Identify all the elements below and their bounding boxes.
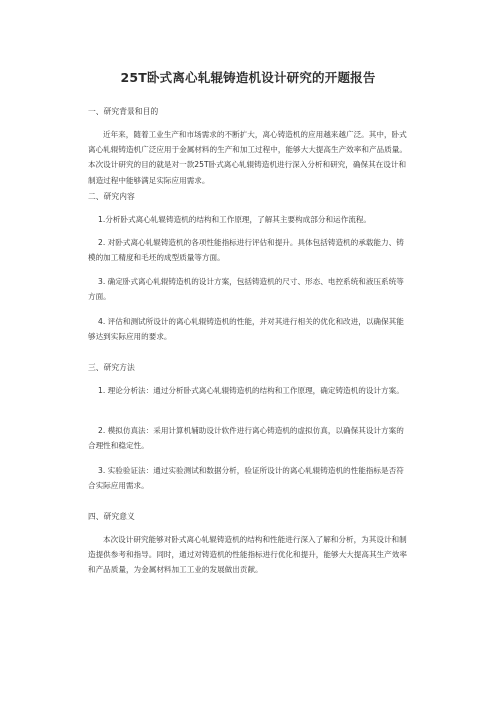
section-heading-methods: 三、研究方法 [88, 363, 135, 372]
paragraph-background: 近年来，随着工业生产和市场需求的不断扩大，离心铸造机的应用越来越广泛。其中，卧式离心轧辊铸造机广泛应用于金属材料的生产和加工过程中，能够大大提高生产效率和产品质量。本次设计研究的目的就是对一款25T卧式离心轧辊铸造机进行深入分析和研究，确保其在设计和制造过程中能够满足实际应用需求。 [88, 130, 407, 185]
paragraph-significance: 本次设计研究能够对卧式离心轧辊铸造机的结构和性能进行深入了解和分析，为其设计和制造提供参考和指导。同时，通过对铸造机的性能指标进行优化和提升，能够大大提高其生产效率和产品质量，为金属材料加工工业的发展做出贡献。 [88, 535, 407, 575]
content-item-1: 1.分析卧式离心轧辊铸造机的结构和工作原理，了解其主要构成部分和运作流程。 [98, 215, 372, 224]
content-item-2: 2. 对卧式离心轧辊铸造机的各项性能指标进行评估和提升。具体包括铸造机的承载能力、铸模的加工精度和毛坯的成型质量等方面。 [88, 238, 404, 263]
page-title: 25T卧式离心轧辊铸造机设计研究的开题报告 [120, 70, 376, 85]
section-heading-significance: 四、研究意义 [88, 512, 135, 521]
content-item-4: 4. 评估和测试所设计的离心轧辊铸造机的性能，并对其进行相关的优化和改进，以确保其能够达到实际应用的要求。 [88, 317, 404, 342]
section-heading-content: 二、研究内容 [88, 192, 135, 201]
section-heading-background: 一、研究背景和目的 [88, 107, 159, 116]
content-item-3: 3. 确定卧式离心轧辊铸造机的设计方案，包括铸造机的尺寸、形态、电控系统和液压系统等方面。 [88, 277, 404, 302]
method-item-3: 3. 实验验证法：通过实验测试和数据分析，验证所设计的离心轧辊铸造机的性能指标是否符合实际应用需求。 [88, 466, 404, 491]
method-item-2: 2. 模拟仿真法：采用计算机辅助设计软件进行离心铸造机的虚拟仿真，以确保其设计方案的合理性和稳定性。 [88, 426, 404, 451]
method-item-1: 1. 理论分析法：通过分析卧式离心轧辊铸造机的结构和工作原理，确定铸造机的设计方案。 [98, 386, 404, 395]
